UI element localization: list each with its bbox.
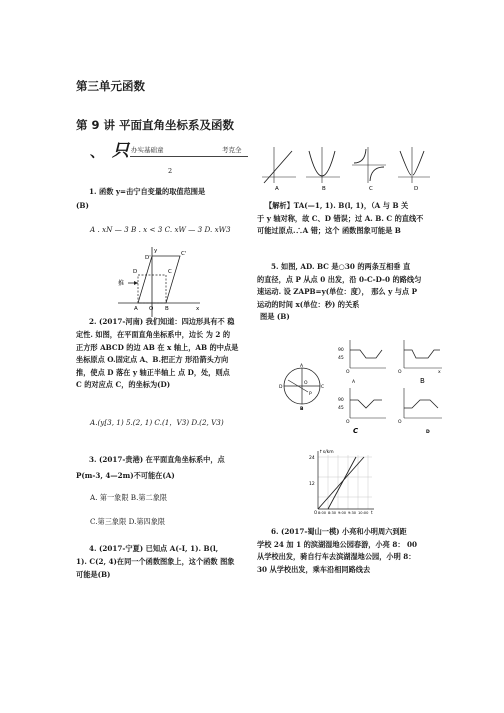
fig-q5g-b-x: x xyxy=(438,370,441,375)
q6-line-2: 学校 24 加 1 的滨湖湿地公园春游，小亮 8： 00 xyxy=(257,539,418,549)
fig-q5g-c-45: 45 xyxy=(338,406,344,411)
section-sub: 2 xyxy=(168,167,173,175)
q5-line-1: 5. 如图, AD. BC 是○30 的两条互相垂 直 xyxy=(271,262,411,271)
fig-q2-label-y: y xyxy=(154,248,158,254)
q3-option-cd: C.第三象限 D.第四象限 xyxy=(90,517,166,526)
fig-q6-label-900: 9:00 xyxy=(338,511,347,515)
q5-line-4: 运动的时间 x(单位：秒) 的关系 xyxy=(257,299,360,309)
fig-q2-label-a: A xyxy=(134,306,138,312)
section-underline xyxy=(130,156,248,157)
q4-graph-a xyxy=(262,147,296,192)
q2-figure xyxy=(114,243,204,323)
jiexi-block xyxy=(257,200,437,238)
q5-block xyxy=(257,261,442,324)
jiexi-line-3: 可能过原点.∴A 错；这个 函数图象可能是 B xyxy=(257,226,401,235)
q5-graph-c xyxy=(338,388,386,435)
q4-graph-c xyxy=(352,147,386,192)
fig-q2-label-dprime: D' xyxy=(145,255,151,261)
fig-q5-label-a: A xyxy=(300,364,304,369)
fig-q5g-d-o: O xyxy=(398,420,402,425)
q5-line-2: 的直径，点 P 从点 0 出发，沿 0-C-D-0 的路线匀 xyxy=(257,274,422,284)
q2-line-4: 坐标原点 O.固定点 A、B.把正方 形沿箭头方向 xyxy=(76,355,229,364)
fig-q2-label-push: 推 xyxy=(118,280,125,287)
fig-q4-label-d: D xyxy=(414,186,419,192)
q5-graph-a xyxy=(338,340,386,385)
fig-q6-label-800: 8:00 xyxy=(318,511,327,515)
q2-options: A.(y[3, 1) 5.(2, 1) C.(1，V3) D.(2, V3) xyxy=(90,418,224,427)
fig-q6-label-12: 12 xyxy=(309,482,315,487)
q5-circle-figure xyxy=(278,362,328,412)
fig-q5-label-o: O xyxy=(304,381,308,386)
section-right: 考克全 xyxy=(222,146,242,154)
q3-line-1: 3. (2017-贵港) 在平面直角坐标系中，点 xyxy=(89,455,225,464)
q6-figure xyxy=(306,447,376,519)
q6-line-1: 6. (2017-蜀山一模) 小亮和小明周六到距 xyxy=(271,527,407,536)
fig-q4-label-a: A xyxy=(275,186,279,192)
fig-q5g-a-o: O xyxy=(346,370,350,375)
q2-line-1: 2. (2017-河南) 我们知道：四边形具有不 稳 xyxy=(89,317,235,326)
fig-q5g-label-a: A xyxy=(352,380,356,385)
q5-graph-b xyxy=(398,340,442,385)
fig-q5g-c-o: O xyxy=(346,420,350,425)
fig-q6-label-930: 9:30 xyxy=(348,511,357,515)
q3-option-ab: A. 第一象限 B.第二象限 xyxy=(90,493,168,502)
fig-q4-label-c: C xyxy=(369,186,373,192)
q3-line-2: P(m-3, 4—2m)不可能在(A) xyxy=(76,471,175,480)
q1-answer: (B) xyxy=(76,201,89,210)
q4-rest xyxy=(76,556,276,581)
q2-block-rest xyxy=(76,329,276,392)
q5-graphs-figure xyxy=(336,338,446,436)
q4-line-2: 1). C(2, 4)在同一个函数图象上，这个函数 图象 xyxy=(76,557,235,566)
fig-q5g-label-d: D xyxy=(426,430,430,435)
fig-q6-label-1000: 10:00 xyxy=(358,511,369,515)
q4-line-1: 4. (2017-宁夏) 已知点 A(-I, 1). B(l, xyxy=(89,544,219,553)
q4-figure xyxy=(262,143,432,193)
section-header xyxy=(90,136,270,176)
q6-block xyxy=(257,526,447,576)
fig-q5-label-b: B xyxy=(300,407,304,412)
fig-q4-label-b: B xyxy=(322,186,326,192)
fig-q5g-a-45: 45 xyxy=(338,356,344,361)
fig-q5g-b-o: O xyxy=(398,370,402,375)
jiexi-line-2: 于 y 轴对称，故 C、D 错误；过 A. B. C 的直线不 xyxy=(257,213,424,223)
section-text: 办实基础童 xyxy=(131,146,164,154)
fig-q6-label-t: t xyxy=(371,510,373,515)
q1-stem: 1. 函数 y=击宁自变量的取值范围是 xyxy=(89,187,206,196)
fig-q6-label-24: 24 xyxy=(309,456,315,461)
fig-q6-label-830: 8:30 xyxy=(328,511,337,515)
q4-graph-d xyxy=(398,147,430,192)
fig-q5-label-d: D xyxy=(279,385,283,390)
q4-line-3: 可能是(B) xyxy=(76,569,111,579)
q5-graph-d xyxy=(398,388,442,435)
q6-line-4: 30 从学校出发，乘车沿相同路线去 xyxy=(257,564,371,574)
fig-q6-label-s: ↑s/km xyxy=(319,450,334,455)
lesson-title: 第 9 讲 平面直角坐标系及函数 xyxy=(76,118,235,132)
q1-options: A . xN — 3 B . x < 3 C. xW — 3 D. xW3 xyxy=(90,225,231,234)
fig-q5g-label-b: B xyxy=(420,377,425,385)
q2-line-3: 正方形 ABCD 的边 AB 在 x 轴上，AB 的中点是 xyxy=(76,342,239,352)
q2-block xyxy=(89,316,275,329)
fig-q6-label-o: O xyxy=(314,510,318,515)
q2-line-6: C 的对应点 C，的坐标为(D) xyxy=(76,380,171,389)
fig-q5g-a-90: 90 xyxy=(338,348,344,353)
q5-line-3: 速运动. 设 ZAPB=y(单位：度）， 那么 y 与点 P xyxy=(257,287,418,296)
section-mark: 、 xyxy=(90,145,104,161)
q2-line-2: 定性. 如图，在平面直角坐标系中，边长 为 2 的 xyxy=(76,330,231,339)
fig-q2-label-b: B xyxy=(165,306,169,312)
fig-q2-label-x: x xyxy=(196,306,200,312)
jiexi-line-1: 【解析】TA(—1, 1). B(l, 1)，（A 与 B 关 xyxy=(265,201,409,210)
fig-q2-label-cprime: C' xyxy=(181,251,187,257)
unit-title: 第三单元函数 xyxy=(76,79,145,93)
fig-q5-label-c: C xyxy=(321,385,325,390)
fig-q2-label-o: O xyxy=(149,306,154,312)
fig-q5g-c-90: 90 xyxy=(338,398,344,403)
q2-line-5: 推，使点 D 落在 y 轴正半轴上 点 D，处，则点 xyxy=(76,367,230,377)
q4-graph-b xyxy=(306,147,340,192)
q5-line-5: 图是 (B) xyxy=(260,312,290,321)
fig-q5-label-p: P xyxy=(309,392,312,397)
fig-q5g-label-c: C xyxy=(353,427,359,435)
section-big-char: 只 xyxy=(112,141,129,161)
q6-line-3: 从学校出发，骑自行车去滨湖湿地公园，小明 8： xyxy=(257,552,416,561)
fig-q2-label-d: D xyxy=(133,269,138,275)
fig-q2-label-c: C xyxy=(168,269,172,275)
